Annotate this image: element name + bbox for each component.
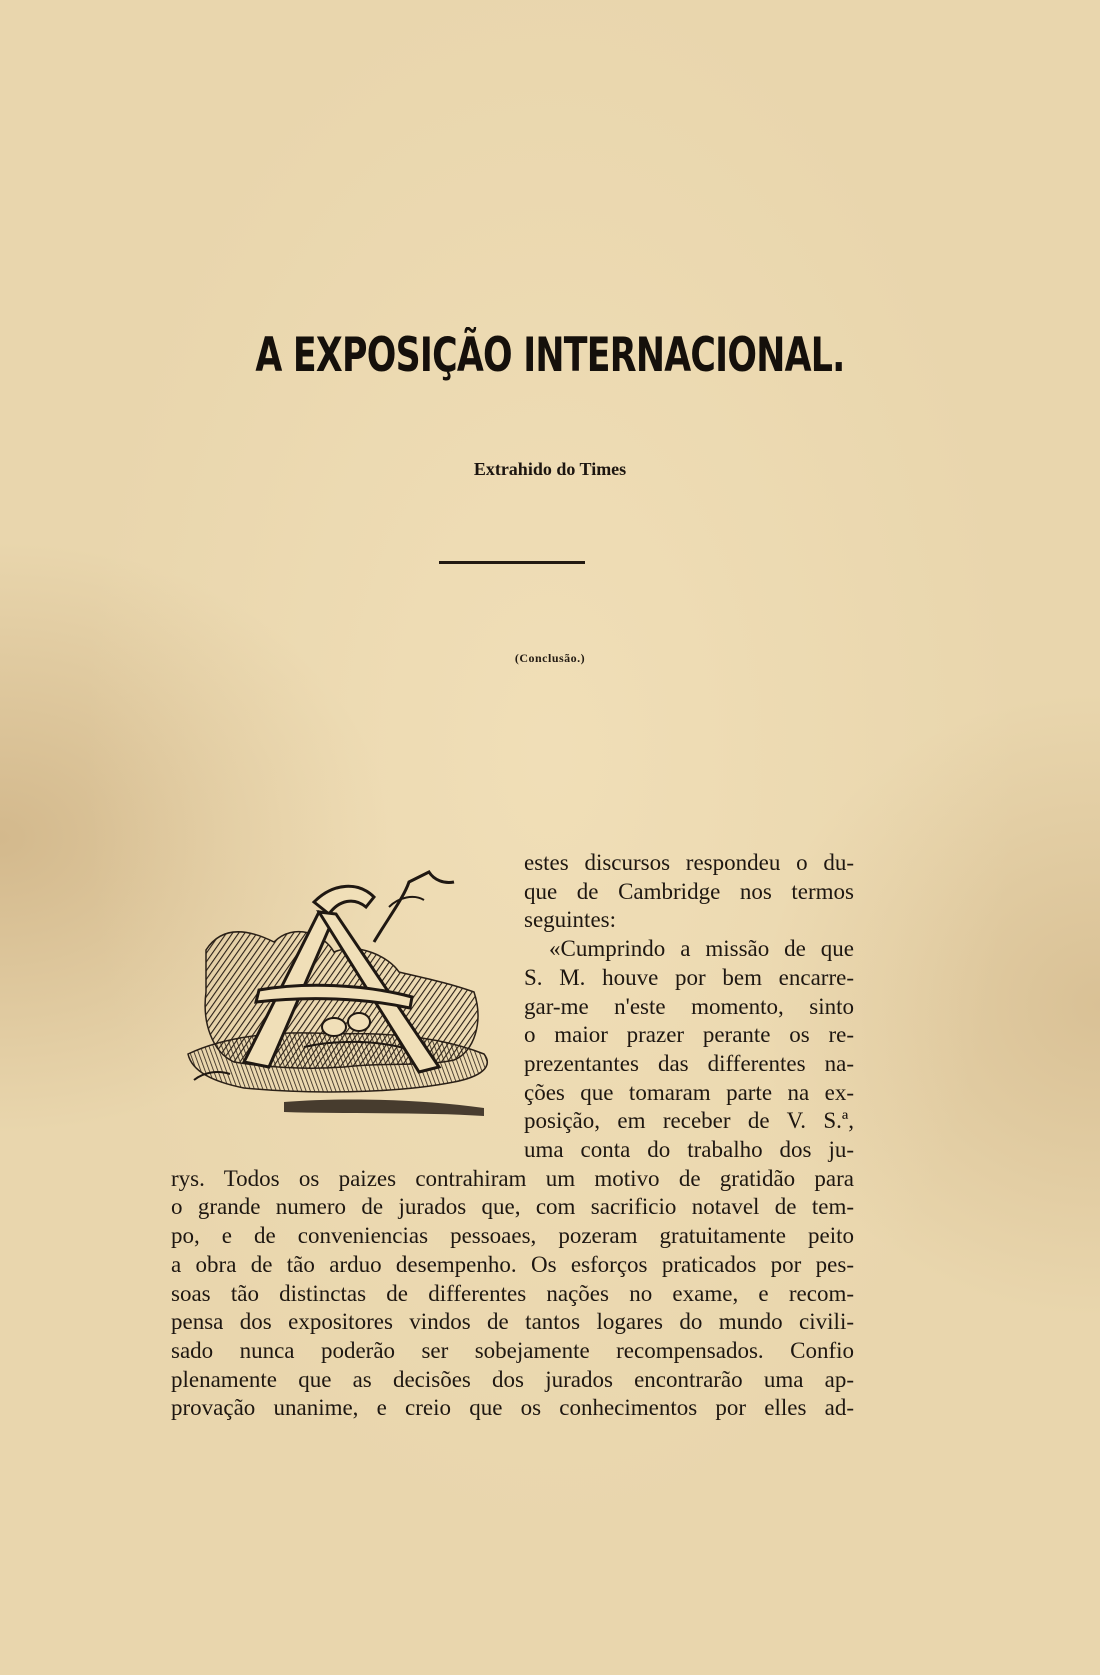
text-line: plenamente que as decisões dos jurados encontrarão uma ap-: [171, 1366, 854, 1392]
article-subtitle: Extrahido do Times: [473, 459, 627, 479]
bleed-through-texture: [172, 195, 862, 855]
text-line: rys. Todos os paizes contrahiram um motivo de gratidão para: [171, 1165, 854, 1191]
text-line: seguintes:: [524, 907, 616, 933]
text-beside-illustration: [524, 849, 854, 1165]
text-line: que de Cambridge nos termos: [524, 878, 854, 904]
text-line: uma conta do trabalho dos ju-: [524, 1137, 854, 1163]
text-line: a obra de tão arduo desempenho. Os esforços praticados por pes-: [171, 1251, 854, 1277]
text-line: provação unanime, e creio que os conhecimentos por elles ad-: [171, 1395, 854, 1421]
article-title: A EXPOSIÇÃO INTERNACIONAL.: [255, 328, 845, 383]
text-line: sado nunca poderão ser sobejamente recompensados. Confio: [171, 1337, 854, 1363]
article-body: [171, 849, 854, 1423]
section-note: (Conclusão.): [514, 651, 586, 665]
text-line: posição, em receber de V. S.ª,: [524, 1108, 854, 1134]
text-line: «Cumprindo a missão de que: [549, 936, 854, 962]
text-line: pensa dos expositores vindos de tantos logares do mundo civili-: [171, 1309, 854, 1335]
section-divider: [439, 561, 585, 564]
text-line: S. M. houve por bem encarre-: [524, 964, 854, 990]
text-line: prezentantes das differentes na-: [524, 1050, 854, 1076]
text-line: o grande numero de jurados que, com sacrificio notavel de tem-: [171, 1194, 854, 1220]
text-line: estes discursos respondeu o du-: [524, 850, 854, 875]
text-line: gar-me n'este momento, sinto: [524, 993, 854, 1019]
text-line: ções que tomaram parte na ex-: [524, 1079, 854, 1105]
text-line: soas tão distinctas de differentes nações no exame, e recom-: [171, 1280, 854, 1306]
text-line: o maior prazer perante os re-: [524, 1022, 854, 1048]
text-line: po, e de conveniencias pessoaes, pozeram gratuitamente peito: [171, 1223, 854, 1249]
